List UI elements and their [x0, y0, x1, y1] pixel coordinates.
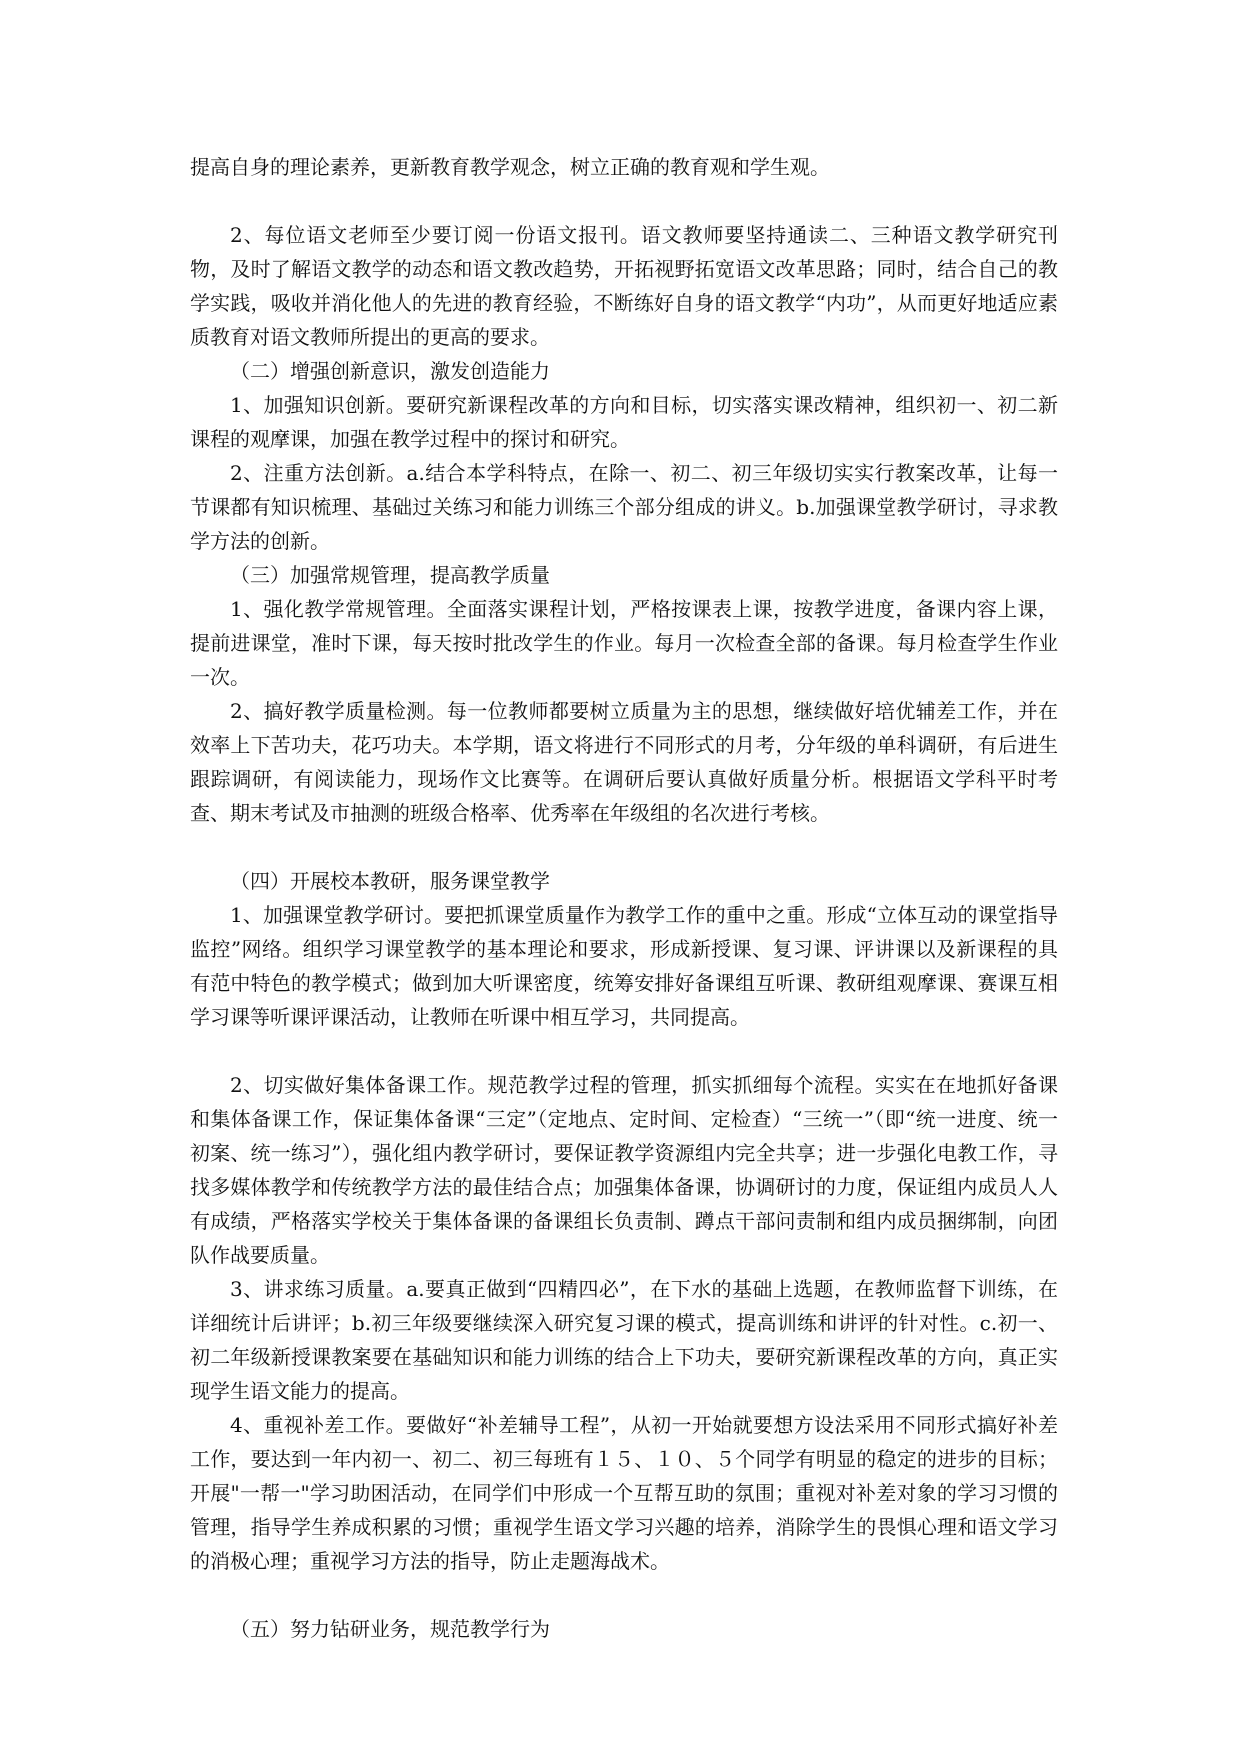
paragraph-knowledge-innovation: 1、加强知识创新。要研究新课程改革的方向和目标，切实落实课改精神，组织初一、初二新课程的观摩课，加强在教学过程中的探讨和研究。 — [190, 393, 1058, 451]
section-heading-professional-study: （五）努力钻研业务，规范教学行为 — [230, 1617, 550, 1641]
section-heading-school-research: （四）开展校本教研，服务课堂教学 — [230, 869, 550, 893]
section-heading-routine-management: （三）加强常规管理，提高教学质量 — [230, 563, 550, 587]
paragraph-collective-lesson-prep: 2、切实做好集体备课工作。规范教学过程的管理，抓实抓细每个流程。实实在在地抓好备课和集体备课工作，保证集体备课“三定”（定地点、定时间、定检查）“三统一”（即“统一进度、统一初案、统一练习”），强化组内教学研讨，要保证教学资源组内完全共享；进一步强化电教工作，寻找多媒体教学和传统教学方法的最佳结合点；加强集体备课，协调研讨的力度，保证组内成员人人有成绩，严格落实学校关于集体备课的备课组长负责制、蹲点干部问责制和组内成员捆绑制，向团队作战要质量。 — [190, 1073, 1058, 1267]
paragraph-quality-testing: 2、搞好教学质量检测。每一位教师都要树立质量为主的思想，继续做好培优辅差工作，并在效率上下苦功夫，花巧功夫。本学期，语文将进行不同形式的月考，分年级的单科调研，有后进生跟踪调研，有阅读能力，现场作文比赛等。在调研后要认真做好质量分析。根据语文学科平时考查、期末考试及市抽测的班级合格率、优秀率在年级组的名次进行考核。 — [190, 699, 1058, 825]
paragraph-routine-management: 1、强化教学常规管理。全面落实课程计划，严格按课表上课，按教学进度，备课内容上课，提前进课堂，准时下课，每天按时批改学生的作业。每月一次检查全部的备课。每月检查学生作业一次。 — [190, 597, 1058, 689]
paragraph-practice-quality: 3、讲求练习质量。a.要真正做到“四精四必”，在下水的基础上选题，在教师监督下训练，在详细统计后讲评；b.初三年级要继续深入研究复习课的模式，提高训练和讲评的针对性。c.初一、初二年级新授课教案要在基础知识和能力训练的结合上下功夫，要研究新课程改革的方向，真正实现学生语文能力的提高。 — [190, 1277, 1058, 1403]
document-body — [190, 150, 1058, 1646]
paragraph-classroom-research: 1、加强课堂教学研讨。要把抓课堂质量作为教学工作的重中之重。形成“立体互动的课堂指导监控”网络。组织学习课堂教学的基本理论和要求，形成新授课、复习课、评讲课以及新课程的具有范中特色的教学模式；做到加大听课密度，统筹安排好备课组互听课、教研组观摩课、赛课互相学习课等听课评课活动，让教师在听课中相互学习，共同提高。 — [190, 903, 1058, 1029]
paragraph-subscribe-journals: 2、每位语文老师至少要订阅一份语文报刊。语文教师要坚持通读二、三种语文教学研究刊物，及时了解语文教学的动态和语文教改趋势，开拓视野拓宽语文改革思路；同时，结合自己的教学实践，吸收并消化他人的先进的教育经验，不断练好自身的语文教学“内功”，从而更好地适应素质教育对语文教师所提出的更高的要求。 — [190, 223, 1058, 349]
paragraph-intro-continuation: 提高自身的理论素养，更新教育教学观念，树立正确的教育观和学生观。 — [190, 155, 830, 179]
paragraph-method-innovation: 2、注重方法创新。a.结合本学科特点，在除一、初二、初三年级切实实行教案改革，让每一节课都有知识梳理、基础过关练习和能力训练三个部分组成的讲义。b.加强课堂教学研讨，寻求教学方法的创新。 — [190, 461, 1058, 553]
paragraph-remedial-work: 4、重视补差工作。要做好“补差辅导工程”，从初一开始就要想方设法采用不同形式搞好补差工作，要达到一年内初一、初二、初三每班有１５、１０、５个同学有明显的稳定的进步的目标；开展"一帮一"学习助困活动，在同学们中形成一个互帮互助的氛围；重视对补差对象的学习习惯的管理，指导学生养成积累的习惯；重视学生语文学习兴趣的培养，消除学生的畏惧心理和语文学习的消极心理；重视学习方法的指导，防止走题海战术。 — [190, 1413, 1058, 1573]
section-heading-innovation: （二）增强创新意识，激发创造能力 — [230, 359, 550, 383]
